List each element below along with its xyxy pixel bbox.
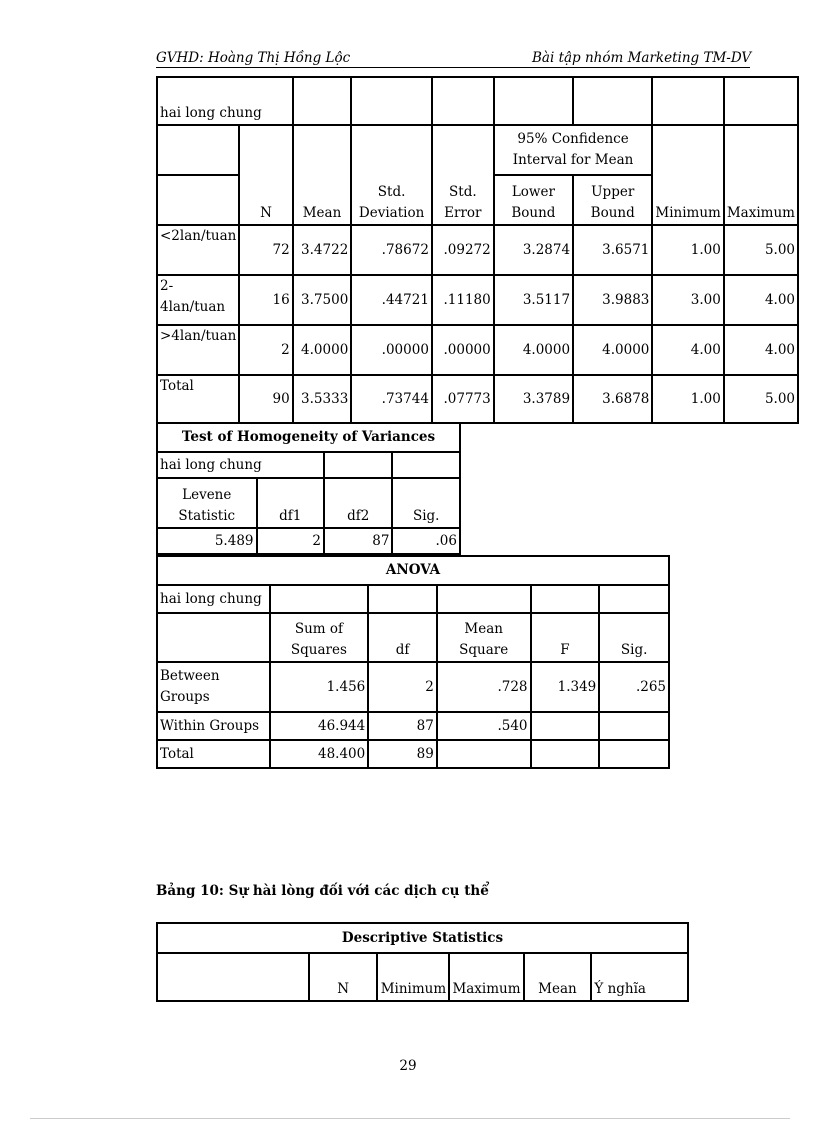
col-std-error: Std. Error — [432, 125, 494, 225]
col-mean: Mean — [293, 125, 352, 225]
descriptive-statistics-table — [156, 922, 689, 1002]
cell-std-deviation: .78672 — [351, 225, 432, 275]
descriptives-table — [156, 76, 799, 424]
table-row — [157, 662, 669, 712]
cell-ss: 1.456 — [270, 662, 369, 712]
col-sig: Sig. — [599, 613, 669, 662]
cell-std-error: .00000 — [432, 325, 494, 375]
cell-upper-bound: 3.6878 — [573, 375, 652, 423]
col-std-deviation: Std. Deviation — [351, 125, 432, 225]
table-row — [157, 712, 669, 740]
table-row — [157, 325, 798, 375]
cell-lower-bound: 4.0000 — [494, 325, 573, 375]
col-sig: Sig. — [392, 478, 460, 528]
col-mean-square: Mean Square — [437, 613, 531, 662]
cell-levene: 5.489 — [157, 528, 257, 554]
table-row — [157, 225, 798, 275]
table-caption: Bảng 10: Sự hài lòng đối với các dịch cụ thể — [156, 883, 489, 899]
cell-mean: 3.5333 — [293, 375, 352, 423]
cell-f: 1.349 — [531, 662, 600, 712]
col-n: N — [309, 953, 378, 1001]
cell-df: 2 — [368, 662, 437, 712]
row-label: Total — [157, 740, 270, 768]
col-upper-bound: Upper Bound — [573, 175, 652, 225]
cell-std-error: .11180 — [432, 275, 494, 325]
cell-ms: .728 — [437, 662, 531, 712]
anova-table — [156, 555, 670, 769]
cell-sig — [599, 740, 669, 768]
col-n: N — [239, 125, 292, 225]
cell-sig — [599, 712, 669, 740]
header-project: Bài tập nhóm Marketing TM-DV — [532, 50, 752, 66]
cell-maximum: 5.00 — [724, 225, 798, 275]
row-label: Between Groups — [157, 662, 270, 712]
row-label: <2lan/tuan — [157, 225, 239, 275]
row-label: 2-4lan/tuan — [157, 275, 239, 325]
cell-lower-bound: 3.5117 — [494, 275, 573, 325]
col-lower-bound: Lower Bound — [494, 175, 573, 225]
cell-minimum: 1.00 — [652, 225, 723, 275]
row-label: Within Groups — [157, 712, 270, 740]
cell-n: 72 — [239, 225, 292, 275]
cell-sig: .265 — [599, 662, 669, 712]
cell-std-deviation: .44721 — [351, 275, 432, 325]
table-row — [157, 740, 669, 768]
cell-minimum: 1.00 — [652, 375, 723, 423]
cell-n: 16 — [239, 275, 292, 325]
cell-ms — [437, 740, 531, 768]
anova-title: ANOVA — [157, 556, 669, 585]
col-sum-of-squares: Sum of Squares — [270, 613, 369, 662]
table-row — [157, 275, 798, 325]
col-confidence-interval: 95% Confidence Interval for Mean — [494, 125, 653, 175]
col-minimum: Minimum — [652, 125, 723, 225]
cell-maximum: 4.00 — [724, 275, 798, 325]
cell-f — [531, 740, 600, 768]
col-levene-statistic: Levene Statistic — [157, 478, 257, 528]
col-mean: Mean — [524, 953, 592, 1001]
cell-maximum: 4.00 — [724, 325, 798, 375]
row-label: >4lan/tuan — [157, 325, 239, 375]
header-rule — [156, 67, 750, 68]
cell-df2: 87 — [324, 528, 392, 554]
descriptives-var-label: hai long chung — [157, 77, 293, 125]
homogeneity-title: Test of Homogeneity of Variances — [157, 423, 460, 452]
col-maximum: Maximum — [449, 953, 523, 1001]
col-df2: df2 — [324, 478, 392, 528]
cell-df: 87 — [368, 712, 437, 740]
page-bottom-rule — [30, 1118, 790, 1119]
row-label: Total — [157, 375, 239, 423]
cell-df1: 2 — [257, 528, 324, 554]
page-number: 29 — [399, 1058, 417, 1074]
cell-n: 90 — [239, 375, 292, 423]
cell-n: 2 — [239, 325, 292, 375]
cell-lower-bound: 3.2874 — [494, 225, 573, 275]
header-instructor: GVHD: Hoàng Thị Hồng Lộc — [156, 50, 351, 66]
cell-maximum: 5.00 — [724, 375, 798, 423]
col-meaning: Ý nghĩa — [591, 953, 688, 1001]
cell-f — [531, 712, 600, 740]
anova-var-label: hai long chung — [157, 585, 270, 613]
col-f: F — [531, 613, 600, 662]
desc-stats-title: Descriptive Statistics — [157, 923, 688, 953]
cell-upper-bound: 3.9883 — [573, 275, 652, 325]
cell-df: 89 — [368, 740, 437, 768]
col-maximum: Maximum — [724, 125, 798, 225]
table-row — [157, 375, 798, 423]
table-row — [157, 528, 460, 554]
cell-std-error: .09272 — [432, 225, 494, 275]
cell-minimum: 4.00 — [652, 325, 723, 375]
cell-minimum: 3.00 — [652, 275, 723, 325]
cell-std-deviation: .73744 — [351, 375, 432, 423]
cell-ss: 46.944 — [270, 712, 369, 740]
cell-mean: 3.7500 — [293, 275, 352, 325]
cell-std-error: .07773 — [432, 375, 494, 423]
cell-mean: 3.4722 — [293, 225, 352, 275]
cell-lower-bound: 3.3789 — [494, 375, 573, 423]
homogeneity-var-label: hai long chung — [157, 452, 324, 478]
col-df1: df1 — [257, 478, 324, 528]
cell-ms: .540 — [437, 712, 531, 740]
cell-upper-bound: 3.6571 — [573, 225, 652, 275]
cell-ss: 48.400 — [270, 740, 369, 768]
homogeneity-table — [156, 422, 461, 555]
col-minimum: Minimum — [377, 953, 449, 1001]
cell-upper-bound: 4.0000 — [573, 325, 652, 375]
cell-std-deviation: .00000 — [351, 325, 432, 375]
cell-sig: .06 — [392, 528, 460, 554]
col-df: df — [368, 613, 437, 662]
cell-mean: 4.0000 — [293, 325, 352, 375]
